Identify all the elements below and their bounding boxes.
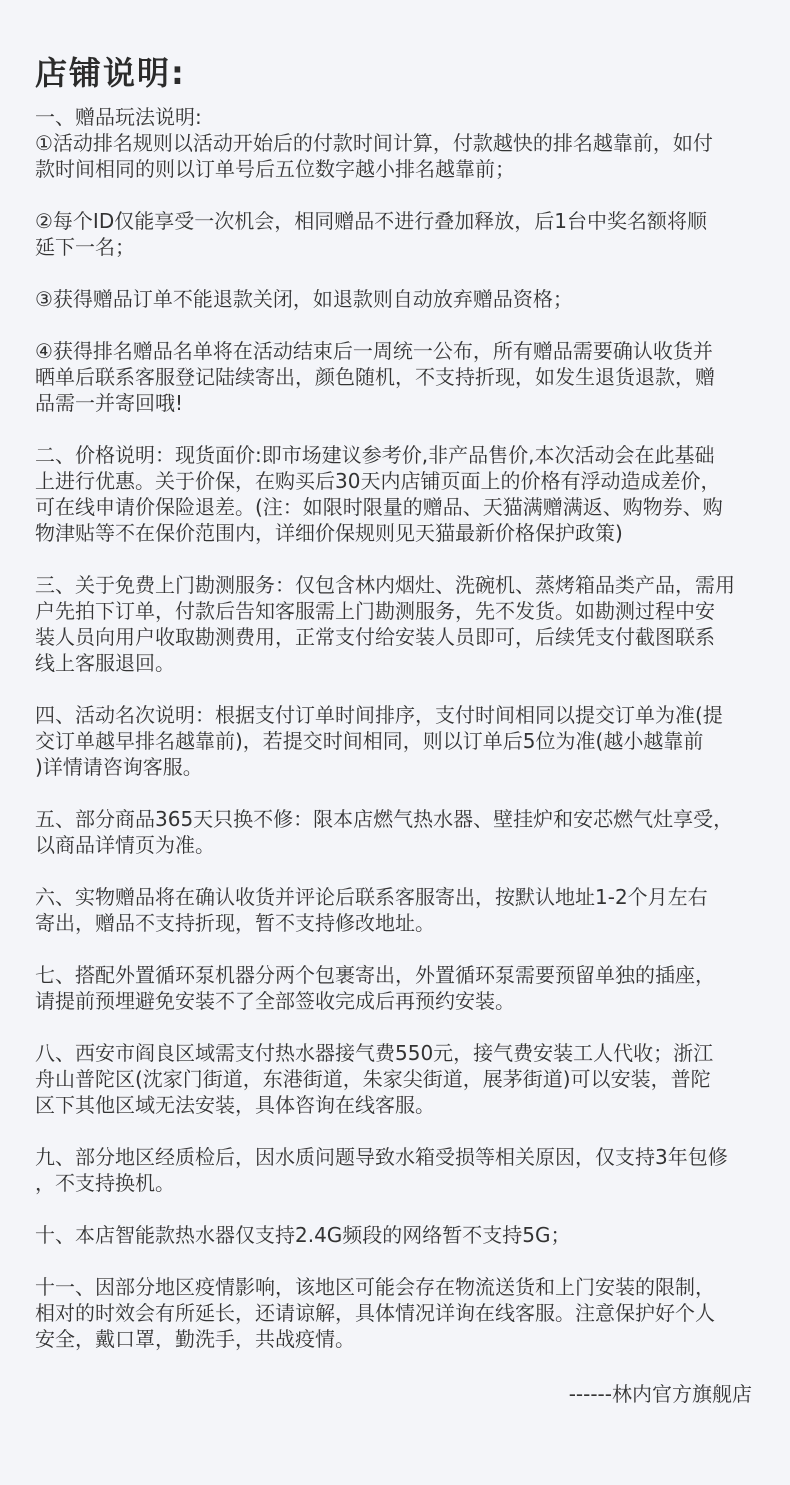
note-line: 款时间相同的则以订单号后五位数字越小排名越靠前； [35,157,515,181]
note-line: 七、搭配外置循环泵机器分两个包裹寄出，外置循环泵需要预留单独的插座， [35,963,715,987]
note-line: 舟山普陀区(沈家门街道，东港街道，朱家尖街道，展茅街道)可以安装，普陀 [35,1067,711,1091]
store-signature: ------林内官方旗舰店 [568,1382,752,1406]
note-line: 区下其他区域无法安装，具体咨询在线客服。 [35,1093,435,1117]
note-line: 八、西安市阎良区域需支付热水器接气费550元，接气费安装工人代收；浙江 [35,1041,714,1065]
note-paragraph [35,104,775,130]
note-line: 装人员向用户收取勘测费用，正常支付给安装人员即可，后续凭支付截图联系 [35,625,715,649]
note-paragraph [35,1274,775,1352]
note-line: 安全，戴口罩，勤洗手，共战疫情。 [35,1327,355,1351]
note-paragraph [35,1040,775,1118]
note-paragraph [35,702,775,780]
note-line: 一、赠品玩法说明: [35,105,202,129]
note-line: ③获得赠品订单不能退款关闭，如退款则自动放弃赠品资格； [35,287,573,311]
note-paragraph [35,1144,775,1196]
note-line: ①活动排名规则以活动开始后的付款时间计算，付款越快的排名越靠前，如付 [35,131,713,155]
note-line: 九、部分地区经质检后，因水质问题导致水箱受损等相关原因，仅支持3年包修 [35,1145,728,1169]
note-line: 上进行优惠。关于价保，在购买后30天内店铺页面上的价格有浮动造成差价， [35,469,721,493]
note-line: 二、价格说明：现货面价:即市场建议参考价,非产品售价,本次活动会在此基础 [35,443,715,467]
note-paragraph [35,1222,775,1248]
note-paragraph [35,572,775,676]
note-line: 物津贴等不在保价范围内，详细价保规则见天猫最新价格保护政策) [35,521,623,545]
note-paragraph [35,884,775,936]
store-notes [35,104,775,1378]
note-line: 三、关于免费上门勘测服务：仅包含林内烟灶、洗碗机、蒸烤箱品类产品，需用 [35,573,735,597]
note-paragraph [35,208,775,260]
note-line: 相对的时效会有所延长，还请谅解，具体情况详询在线客服。注意保护好个人 [35,1301,715,1325]
note-line: 延下一名； [35,235,135,259]
note-line: ，不支持换机。 [35,1171,175,1195]
note-paragraph [35,338,775,416]
note-paragraph [35,962,775,1014]
note-line: 十一、因部分地区疫情影响，该地区可能会存在物流送货和上门安装的限制， [35,1275,715,1299]
page-title: 店铺说明: [35,54,186,92]
note-line: 寄出，赠品不支持折现，暂不支持修改地址。 [35,911,435,935]
note-line: 交订单越早排名越靠前)，若提交时间相同，则以订单后5位为准(越小越靠前 [35,729,704,753]
note-paragraph [35,130,775,182]
note-line: 五、部分商品365天只换不修：限本店燃气热水器、壁挂炉和安芯燃气灶享受， [35,807,734,831]
note-paragraph [35,286,775,312]
note-paragraph [35,806,775,858]
note-line: 晒单后联系客服登记陆续寄出，颜色随机，不支持折现，如发生退货退款，赠 [35,365,715,389]
note-line: 户先拍下订单，付款后告知客服需上门勘测服务，先不发货。如勘测过程中安 [35,599,715,623]
note-line: 请提前预埋避免安装不了全部签收完成后再预约安装。 [35,989,515,1013]
note-line: )详情请咨询客服。 [35,755,203,779]
note-line: 以商品详情页为准。 [35,833,215,857]
note-line: 十、本店智能款热水器仅支持2.4G频段的网络暂不支持5G； [35,1223,571,1247]
note-line: 线上客服退回。 [35,651,175,675]
note-line: 可在线申请价保险退差。(注：如限时限量的赠品、天猫满赠满返、购物券、购 [35,495,723,519]
note-line: ④获得排名赠品名单将在活动结束后一周统一公布，所有赠品需要确认收货并 [35,339,713,363]
note-line: 六、实物赠品将在确认收货并评论后联系客服寄出，按默认地址1-2个月左右 [35,885,708,909]
note-line: ②每个ID仅能享受一次机会，相同赠品不进行叠加释放，后1台中奖名额将顺 [35,209,707,233]
note-line: 品需一并寄回哦! [35,391,184,415]
note-line: 四、活动名次说明：根据支付订单时间排序，支付时间相同以提交订单为准(提 [35,703,723,727]
note-paragraph [35,442,775,546]
